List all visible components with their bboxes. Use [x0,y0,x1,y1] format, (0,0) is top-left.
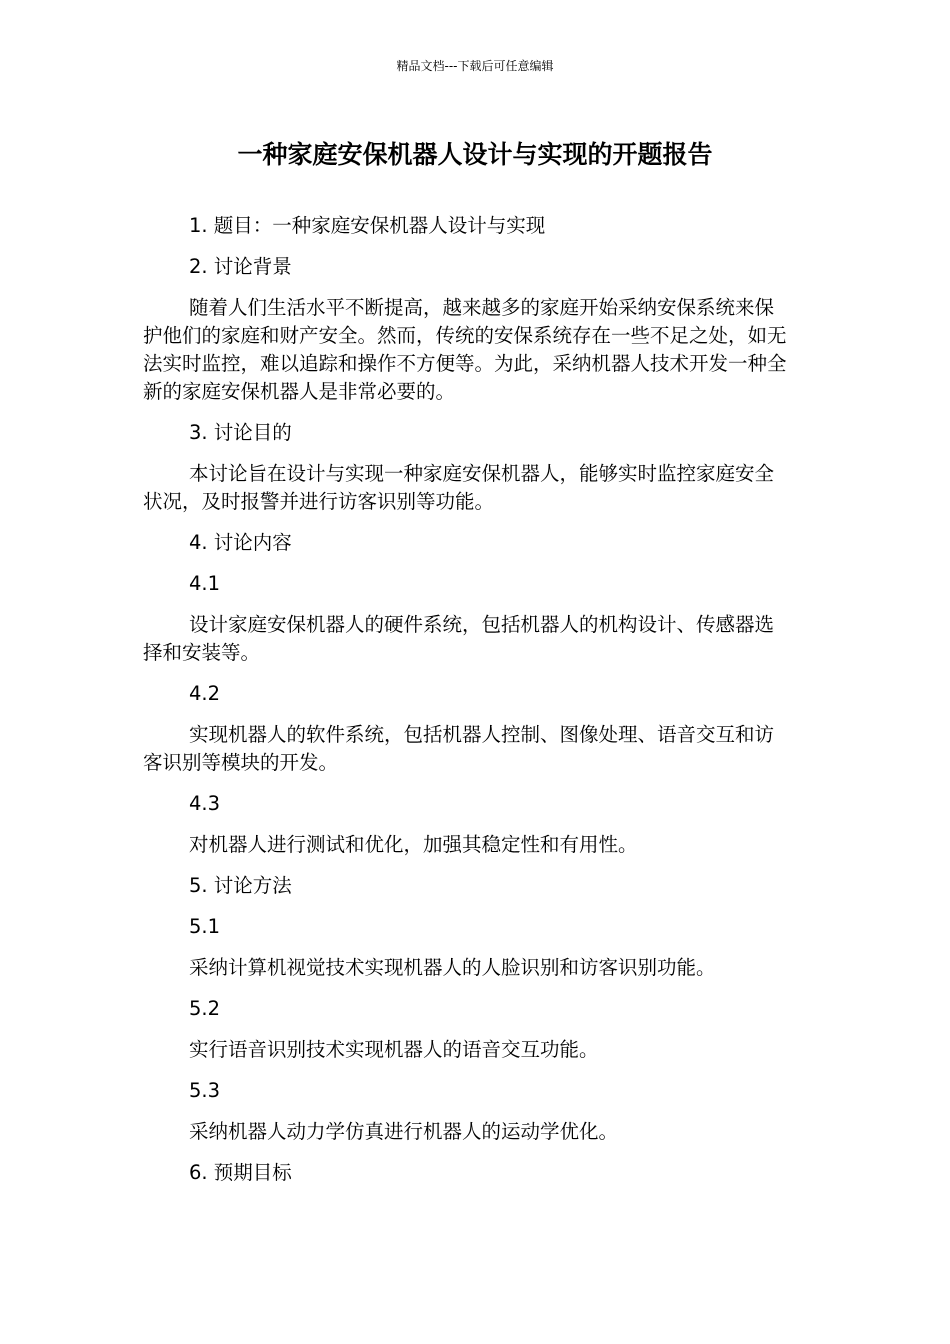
subheading-4-2: 4.2 [189,682,221,705]
paragraph-5-3: 采纳机器人动力学仿真进行机器人的运动学优化。 [189,1120,619,1143]
page-header: 精品文档---下载后可任意编辑 [396,59,554,73]
paragraph-5-2: 实行语音识别技术实现机器人的语音交互功能。 [189,1038,599,1061]
paragraph-4-2: 实现机器人的软件系统，包括机器人控制、图像处理、语音交互和访客识别等模块的开发。 [143,723,775,774]
paragraph-background: 随着人们生活水平不断提高，越来越多的家庭开始采纳安保系统来保护他们的家庭和财产安全。然而，传统的安保系统存在一些不足之处，如无法实时监控，难以追踪和操作不方便等。为此，采纳机器人技术开发一种全新的家庭安保机器人是非常必要的。 [143,296,787,403]
item-topic: 1. 题目：一种家庭安保机器人设计与实现 [189,214,546,237]
paragraph-purpose: 本讨论旨在设计与实现一种家庭安保机器人，能够实时监控家庭安全状况，及时报警并进行访客识别等功能。 [143,462,775,513]
heading-method: 5. 讨论方法 [189,874,292,897]
paragraph-5-1: 采纳计算机视觉技术实现机器人的人脸识别和访客识别功能。 [189,956,716,979]
heading-background: 2. 讨论背景 [189,255,292,278]
heading-purpose: 3. 讨论目的 [189,421,292,444]
heading-goals: 6. 预期目标 [189,1161,292,1184]
subheading-5-1: 5.1 [189,915,221,938]
subheading-5-2: 5.2 [189,997,221,1020]
subheading-5-3: 5.3 [189,1079,221,1102]
subheading-4-3: 4.3 [189,792,221,815]
heading-content: 4. 讨论内容 [189,531,292,554]
document-body [143,212,791,1200]
document-title: 一种家庭安保机器人设计与实现的开题报告 [237,140,713,169]
paragraph-4-3: 对机器人进行测试和优化，加强其稳定性和有用性。 [189,833,638,856]
subheading-4-1: 4.1 [189,572,221,595]
paragraph-4-1: 设计家庭安保机器人的硬件系统，包括机器人的机构设计、传感器选择和安装等。 [143,613,775,664]
